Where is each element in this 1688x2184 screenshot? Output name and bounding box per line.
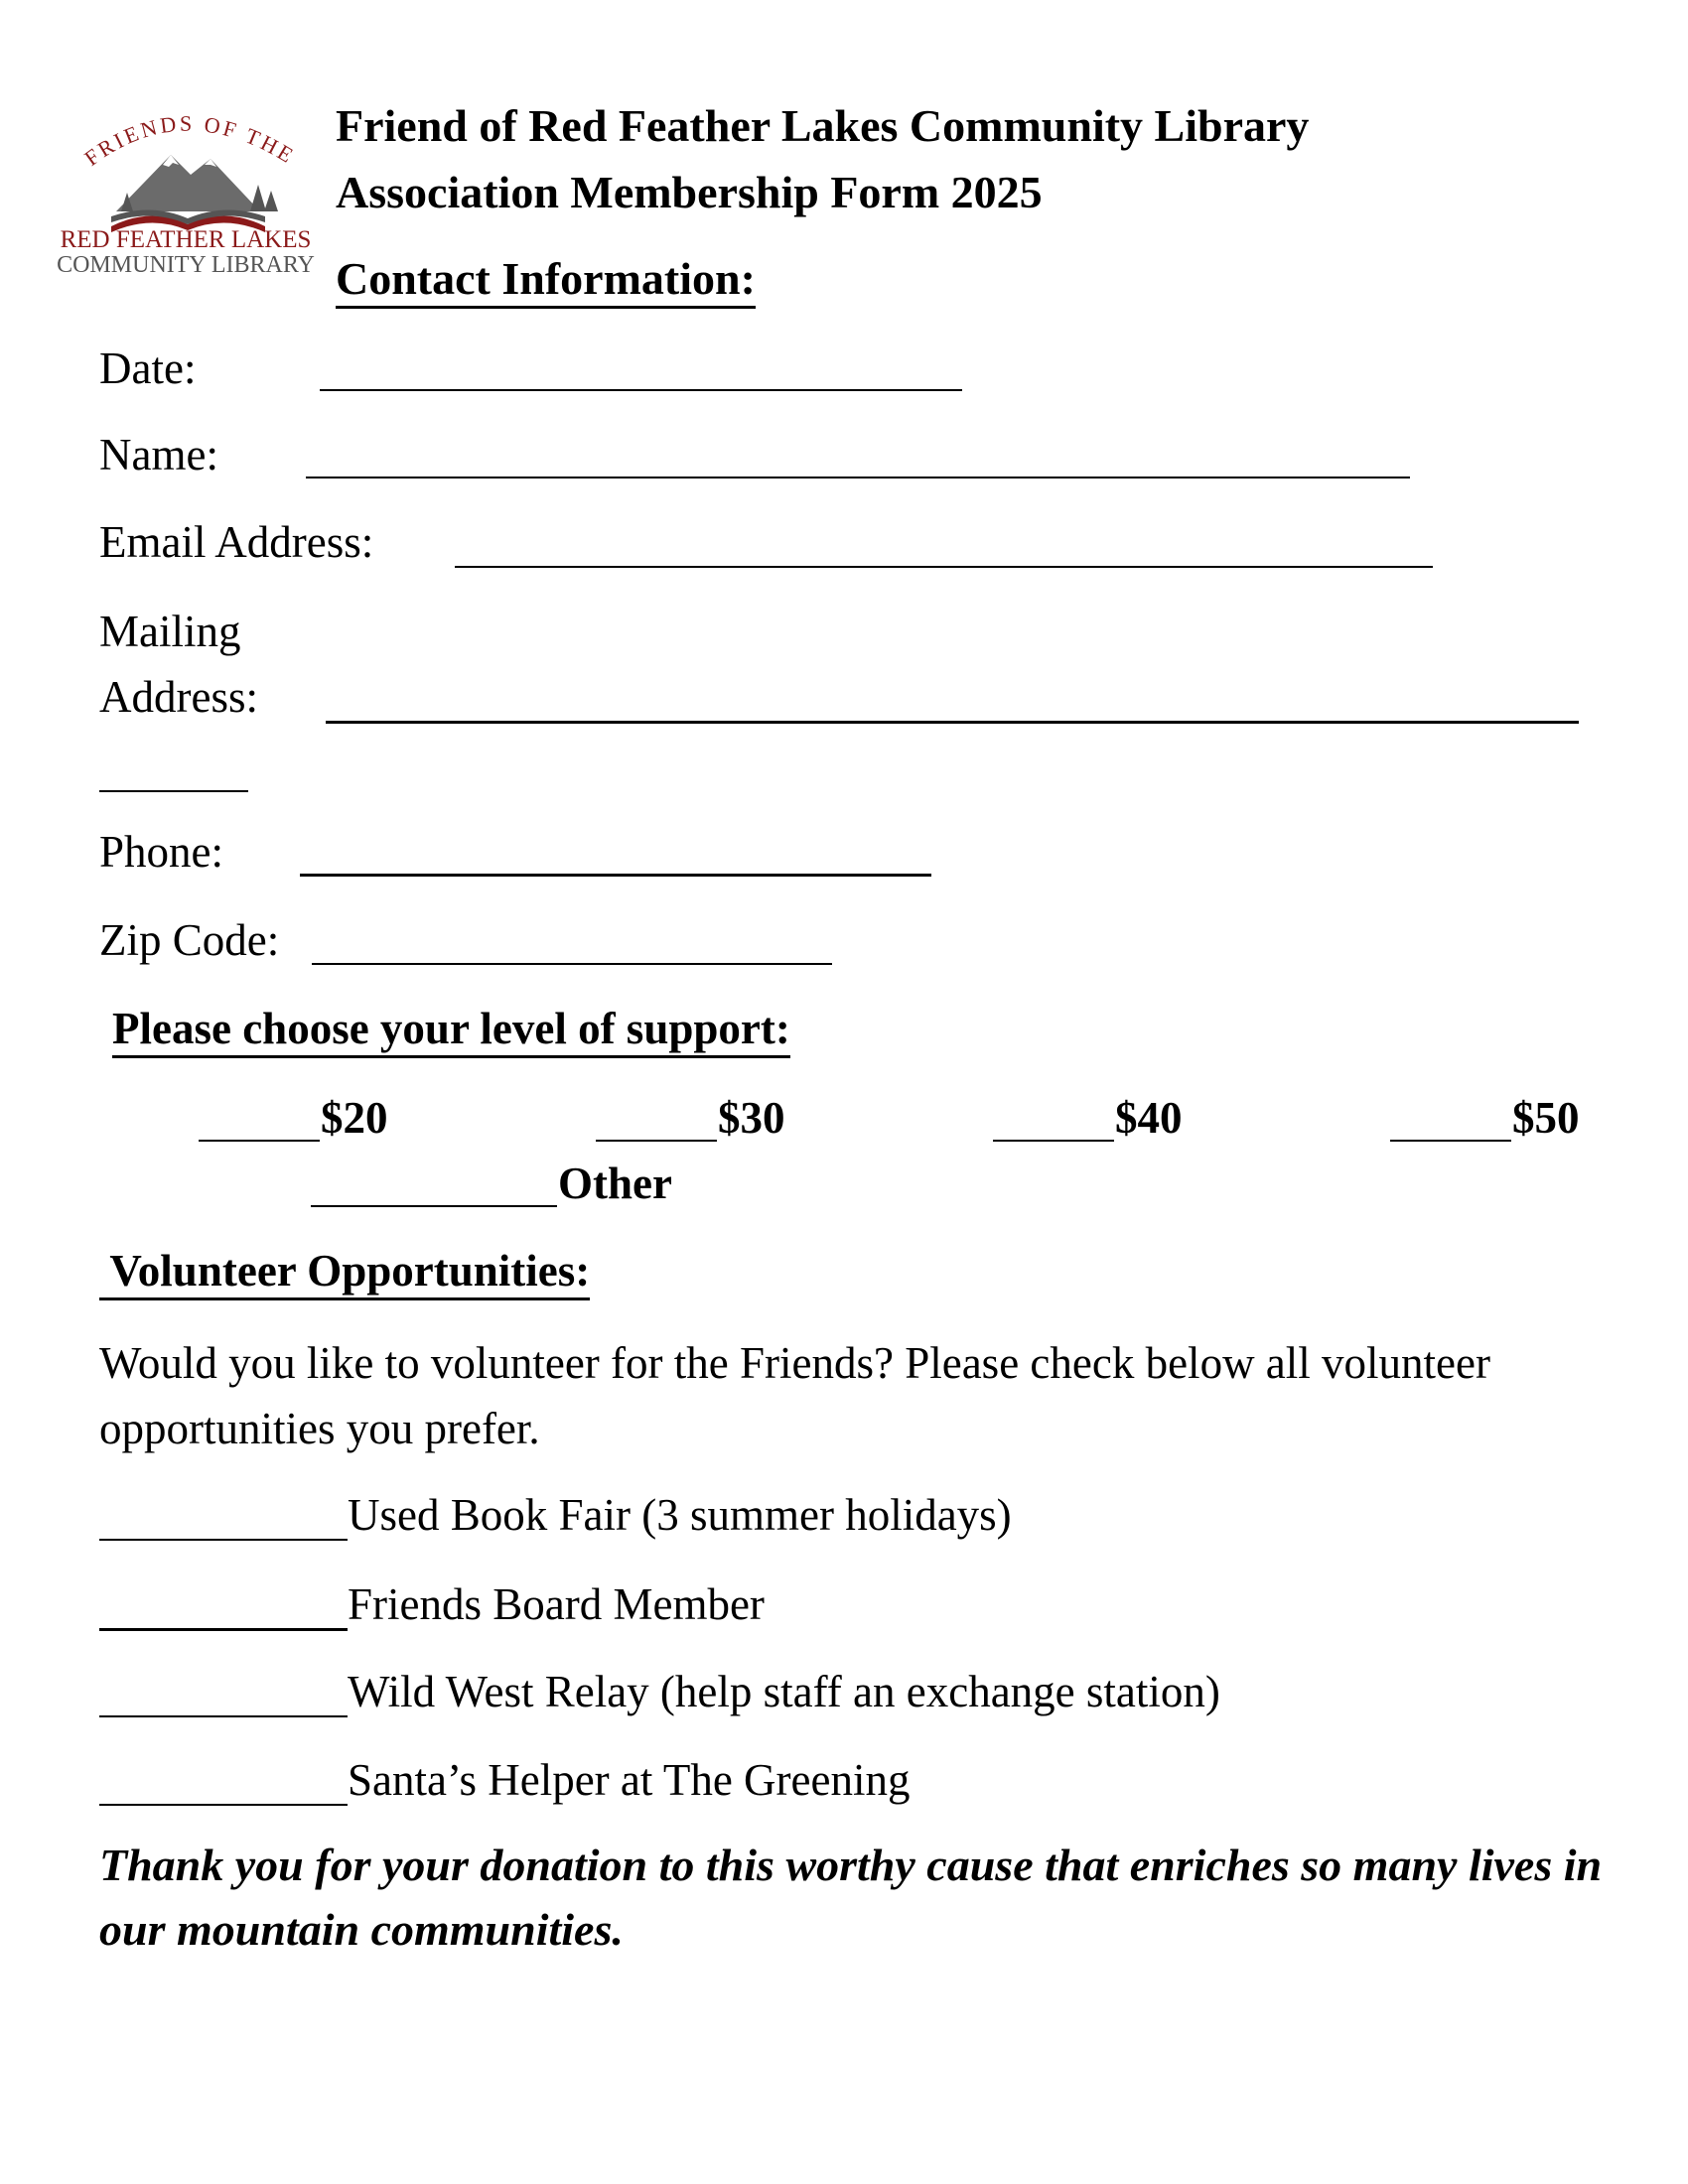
volunteer-board-member-label: Friends Board Member xyxy=(348,1579,765,1629)
name-field[interactable] xyxy=(306,437,1410,478)
support-40-blank[interactable] xyxy=(993,1100,1114,1142)
volunteer-heading: Volunteer Opportunities: xyxy=(99,1246,590,1300)
volunteer-santa-helper-label: Santa’s Helper at The Greening xyxy=(348,1755,911,1805)
logo-line-1: RED FEATHER LAKES xyxy=(60,226,312,253)
mailing-label-line-1: Mailing xyxy=(99,607,241,656)
contact-heading: Contact Information: xyxy=(336,253,756,309)
date-field[interactable] xyxy=(320,349,962,391)
phone-field[interactable] xyxy=(300,834,931,877)
mailing-address-field[interactable] xyxy=(326,681,1579,724)
closing-thank-you: Thank you for your donation to this worthy cause that enriches so many lives in our mountain communities. xyxy=(99,1840,1603,1955)
support-30-blank[interactable] xyxy=(596,1100,717,1142)
svg-text:FRIENDS OF THE xyxy=(79,111,300,171)
form-title-line-2: Association Membership Form 2025 xyxy=(336,167,1043,217)
volunteer-board-member-blank[interactable] xyxy=(99,1588,348,1631)
form-title-line-1: Friend of Red Feather Lakes Community Library xyxy=(336,100,1310,151)
support-50-label: $50 xyxy=(1512,1093,1580,1143)
support-30-label: $30 xyxy=(718,1093,785,1143)
volunteer-relay-label: Wild West Relay (help staff an exchange station) xyxy=(348,1667,1220,1716)
logo-arc-text: FRIENDS OF THE xyxy=(79,110,301,171)
name-label: Name: xyxy=(99,430,218,479)
support-other-label: Other xyxy=(558,1159,672,1208)
phone-label: Phone: xyxy=(99,827,224,877)
zip-field[interactable] xyxy=(312,923,832,965)
mailing-label-line-2: Address: xyxy=(99,672,258,722)
volunteer-intro: Would you like to volunteer for the Friends? Please check below all volunteer opportunities you prefer. xyxy=(99,1338,1490,1453)
support-50-blank[interactable] xyxy=(1390,1100,1511,1142)
email-label: Email Address: xyxy=(99,517,374,567)
logo-line-2: COMMUNITY LIBRARY xyxy=(57,252,315,278)
support-other-blank[interactable] xyxy=(311,1165,557,1207)
volunteer-relay-blank[interactable] xyxy=(99,1676,348,1717)
support-20-blank[interactable] xyxy=(199,1100,320,1142)
library-logo xyxy=(52,107,320,281)
date-label: Date: xyxy=(99,343,197,393)
zip-label: Zip Code: xyxy=(99,915,280,965)
mailing-address-field-continued[interactable] xyxy=(99,751,248,792)
support-40-label: $40 xyxy=(1115,1093,1183,1143)
volunteer-book-fair-label: Used Book Fair (3 summer holidays) xyxy=(348,1490,1012,1540)
email-field[interactable] xyxy=(455,526,1433,568)
volunteer-santa-helper-blank[interactable] xyxy=(99,1764,348,1806)
support-heading: Please choose your level of support: xyxy=(112,1004,790,1058)
volunteer-book-fair-blank[interactable] xyxy=(99,1499,348,1541)
support-20-label: $20 xyxy=(321,1093,388,1143)
